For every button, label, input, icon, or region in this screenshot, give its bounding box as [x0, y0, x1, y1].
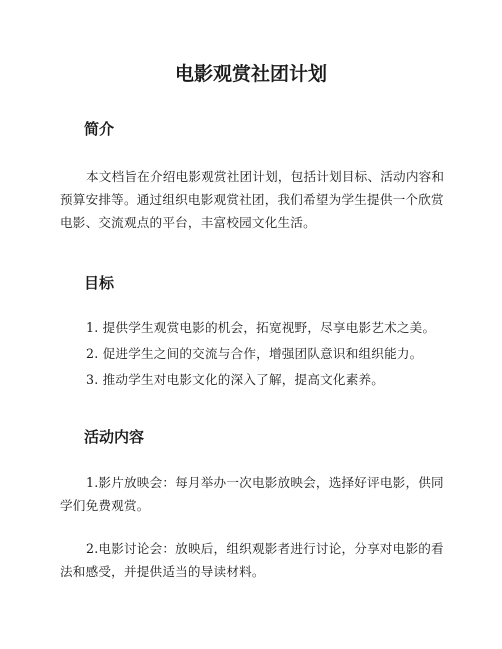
- activity-item-1: 1.影片放映会：每月举办一次电影放映会，选择好评电影，供同学们免费观赏。: [60, 475, 444, 513]
- intro-paragraph: 本文档旨在介绍电影观赏社团计划，包括计划目标、活动内容和预算安排等。通过组织电影观赏社团，我们希望为学生提供一个欣赏电影、交流观点的平台，丰富校园文化生活。: [60, 169, 445, 230]
- goal-item-1: 1. 提供学生观赏电影的机会，拓宽视野，尽享电影艺术之美。: [86, 320, 436, 335]
- section-heading-goals: 目标: [84, 274, 115, 292]
- page-title: 电影观赏社团计划: [174, 63, 327, 85]
- goal-item-2: 2. 促进学生之间的交流与合作，增强团队意识和组织能力。: [86, 346, 423, 361]
- section-heading-activities: 活动内容: [84, 428, 145, 446]
- section-heading-intro: 简介: [84, 120, 115, 138]
- activity-item-2: 2.电影讨论会：放映后，组织观影者进行讨论，分享对电影的看法和感受，并提供适当的导读材料。: [60, 541, 444, 579]
- goal-item-3: 3. 推动学生对电影文化的深入了解，提高文化素养。: [86, 372, 385, 387]
